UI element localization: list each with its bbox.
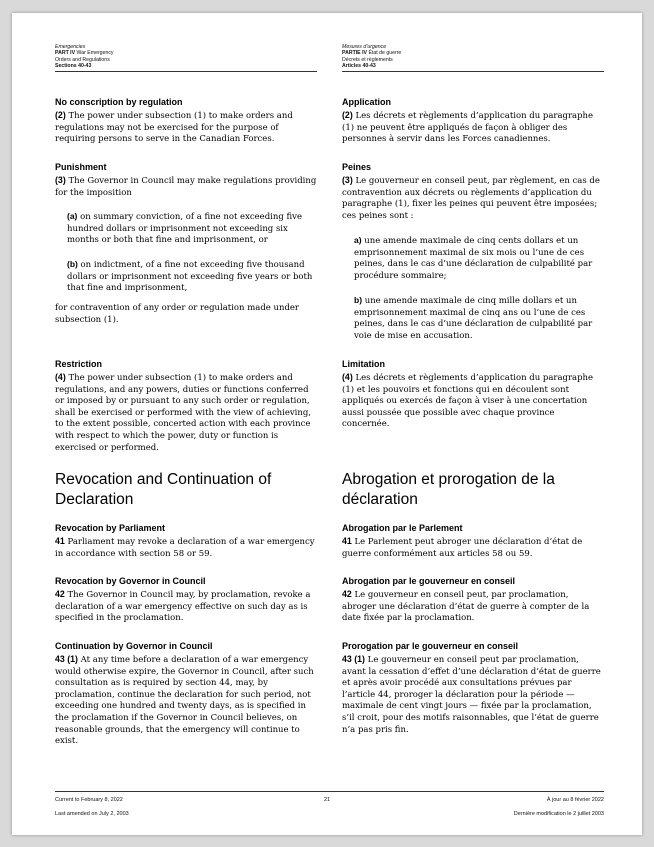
header-title-en: Emergencies — [55, 44, 86, 50]
heading-restriction: Restriction — [55, 359, 103, 369]
footer-current-to: Current to February 8, 2022 — [55, 797, 123, 803]
paragraph-en-3a: (a) on summary conviction, of a fine not exceeding five hundred dollars or imprisonment not exceeding six months or both that fine and imprisonment, or — [67, 211, 302, 246]
paragraph-en-3: (3) The Governor in Council may make regulations providing for the imposition — [55, 175, 317, 198]
footer-last-amended: Last amended on July 2, 2003 — [55, 811, 129, 817]
heading-continuation-gic: Continuation by Governor in Council — [55, 641, 213, 651]
heading-revocation-parliament: Revocation by Parliament — [55, 523, 166, 533]
footer-page-number: 21 — [324, 797, 331, 803]
header-rule-en — [55, 71, 317, 72]
paragraph-en-3-closing: for contravention of any order or regulation made under subsection (1). — [55, 303, 299, 325]
document-page — [12, 13, 642, 835]
heading-abrogation-parlement: Abrogation par le Parlement — [342, 523, 463, 533]
paragraph-en-3b: (b) on indictment, of a fine not exceeding five thousand dollars or imprisonment not exceeding five years or both that fine and imprisonment, — [67, 259, 313, 294]
heading-no-conscription: No conscription by regulation — [55, 97, 183, 107]
paragraph-en-2: (2) The power under subsection (1) to make orders and regulations may not be exercised for the purpose of requiring persons to serve in the Canadian Forces. — [55, 110, 293, 145]
footer-rule — [55, 791, 604, 792]
heading-punishment: Punishment — [55, 162, 107, 172]
running-header-french — [342, 44, 401, 69]
paragraph-en-42: 42 The Governor in Council may, by proclamation, revoke a declaration of a war emergency effective on such day as is specified in the proclamation. — [55, 589, 311, 624]
paragraph-fr-43-1: 43 (1) Le gouverneur en conseil peut par proclamation, avant la cessation d’effet d’une déclaration d’état de guerre et après avoir procédé aux consultations prévues par l’article 44, proroger la déclaration pour la période — maximale de cent vingt jours — fixée par la proclamation, s’il croit, pour des motifs raisonnables, que l’état de guerre n’a pas pris fin. — [342, 654, 601, 735]
paragraph-fr-3a: a) une amende maximale de cinq cents dollars et un emprisonnement maximal de six mois ou l’une de ces peines, dans le cas d’une déclaration de culpabilité par procédure sommaire; — [354, 235, 593, 281]
header-part-fr: PARTIE IV État de guerre — [342, 50, 402, 57]
paragraph-fr-41: 41 Le Parlement peut abroger une déclaration d’état de guerre conformément aux articles 58 ou 59. — [342, 536, 583, 559]
heading-abrogation-gouverneur: Abrogation par le gouverneur en conseil — [342, 576, 516, 586]
paragraph-fr-42: 42 Le gouverneur en conseil peut, par proclamation, abroger une déclaration d’état de guerre à compter de la date fixée par la proclamation. — [342, 589, 590, 624]
header-sections-en: Sections 40-43 — [55, 62, 92, 69]
header-sections-fr: Articles 40-43 — [342, 62, 376, 69]
section-heading-fr: Abrogation et prorogation de la déclaration — [342, 471, 555, 508]
paragraph-en-41: 41 Parliament may revoke a declaration of a war emergency in accordance with section 58 or 59. — [55, 536, 315, 559]
header-rule-fr — [342, 71, 604, 72]
paragraph-fr-3b: b) une amende maximale de cinq mille dollars et un emprisonnement maximal de cinq ans ou l’une de ces peines, dans le cas d’une déclaration de culpabilité par voie de mise en accusation. — [354, 295, 593, 341]
footer-a-jour: À jour au 8 février 2022 — [546, 797, 604, 803]
paragraph-fr-4: (4) Les décrets et règlements d’application du paragraphe (1) et les pouvoirs et fonctions qui en découlent sont appliqués ou exercés de façon à viser à une concertation aussi poussée que possible avec chaque province concernée. — [342, 372, 594, 430]
footer-derniere-modification: Dernière modification le 2 juillet 2003 — [513, 811, 604, 817]
paragraph-en-43-1: 43 (1) At any time before a declaration of a war emergency would otherwise expire, the Governor in Council, after such consultation as is required by section 44, may, by proclamation, continue the declaration for such period, not exceeding one hundred and twenty days, as is specified in the proclamation if the Governor in Council believes, on reasonable grounds, that the emergency will continue to exist. — [55, 654, 314, 747]
paragraph-fr-3: (3) Le gouverneur en conseil peut, par règlement, en cas de contravention aux décrets ou règlements d’application du paragraphe (1), fixer les peines qui peuvent être imposées; ces peines sont : — [342, 175, 600, 221]
header-subtitle-fr: Décrets et règlements — [342, 56, 393, 63]
heading-peines: Peines — [342, 162, 372, 172]
heading-prorogation-gouverneur: Prorogation par le gouverneur en conseil — [342, 641, 519, 651]
header-subtitle-en: Orders and Regulations — [55, 56, 110, 63]
header-title-fr: Mesures d’urgence — [342, 44, 387, 50]
paragraph-fr-2: (2) Les décrets et règlements d’application du paragraphe (1) ne peuvent être appliqués de façon à obliger des personnes à servir dans les Forces canadiennes. — [342, 110, 594, 145]
running-header-english — [55, 44, 114, 69]
section-heading-en: Revocation and Continuation of Declaration — [55, 471, 272, 508]
heading-application: Application — [342, 97, 391, 107]
paragraph-en-4: (4) The power under subsection (1) to make orders and regulations, and any powers, duties or functions conferred or imposed by or pursuant to any such order or regulation, shall be exercised or performed with the view of achieving, to the extent possible, concerted action with each province with respect to which the power, duty or function is exercised or performed. — [55, 372, 312, 453]
heading-revocation-gic: Revocation by Governor in Council — [55, 576, 206, 586]
header-part-en: PART IV War Emergency — [55, 50, 114, 57]
heading-limitation: Limitation — [342, 359, 385, 369]
